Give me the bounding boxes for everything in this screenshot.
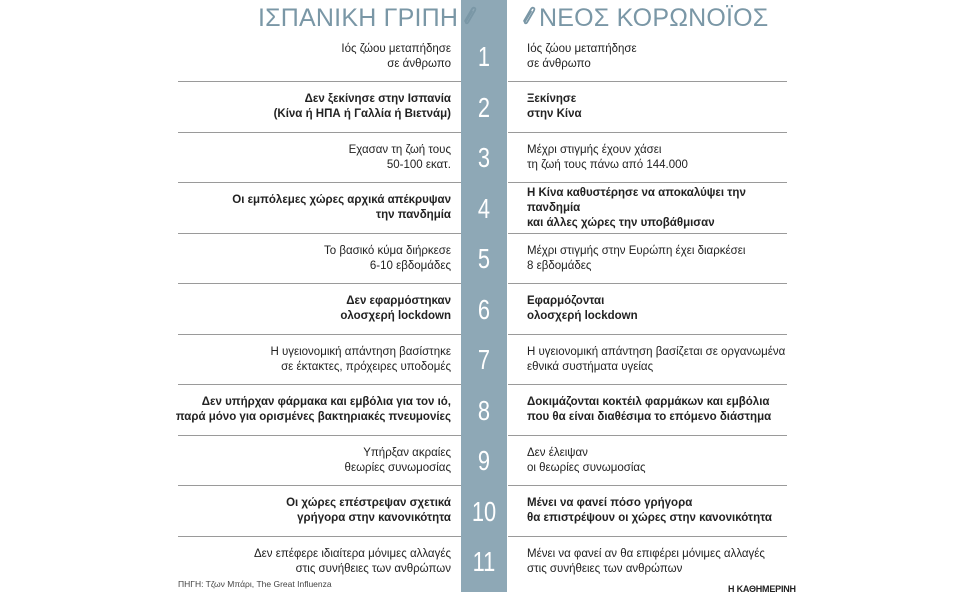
coronavirus-cell	[527, 436, 797, 485]
coronavirus-cell	[527, 83, 797, 132]
cell-line: 8 εβδομάδες	[527, 259, 592, 272]
paperclip-icon	[520, 4, 536, 33]
cell-line: 6-10 εβδομάδες	[369, 259, 451, 272]
row-number: 11	[472, 546, 496, 577]
cell-line: εθνικά συστήματα υγείας	[527, 360, 654, 373]
cell-line: Ιός ζώου μεταπήδησε	[527, 42, 637, 55]
spanish-flu-cell	[151, 32, 451, 81]
spanish-flu-cell	[151, 285, 451, 334]
cell-line: Δεν ξεκίνησε στην Ισπανία	[304, 93, 451, 105]
cell-line: θα επιστρέψουν οι χώρες στην κανονικότητα	[527, 512, 772, 524]
cell-line: 50-100 εκατ.	[386, 158, 451, 171]
cell-line: θεωρίες συνωμοσίας	[344, 461, 451, 474]
cell-line: Μένει να φανεί αν θα επιφέρει μόνιμες αλλαγές	[527, 547, 765, 560]
cell-line: Δοκιμάζονται κοκτέιλ φαρμάκων και εμβόλια	[527, 396, 770, 408]
spanish-flu-cell	[151, 83, 451, 132]
comparison-row	[178, 285, 787, 335]
cell-line: Μέχρι στιγμής έχουν χάσει	[527, 143, 662, 156]
cell-line: (Κίνα ή ΗΠΑ ή Γαλλία ή Βιετνάμ)	[273, 108, 451, 120]
cell-line: την πανδημία	[376, 209, 451, 221]
comparison-row	[178, 234, 787, 284]
cell-line: τη ζωή τους πάνω από 144.000	[527, 158, 688, 171]
row-number: 5	[477, 243, 491, 274]
row-number: 2	[477, 91, 491, 123]
coronavirus-cell	[527, 285, 797, 334]
coronavirus-cell	[527, 386, 797, 435]
cell-line: παρά μόνο για ορισμένες βακτηριακές πνευμονίες	[175, 411, 451, 423]
coronavirus-cell	[527, 335, 797, 384]
cell-line: ολοσχερή lockdown	[527, 310, 638, 322]
coronavirus-cell	[527, 184, 797, 233]
cell-line: στις συνήθειες των ανθρώπων	[527, 562, 683, 575]
left-column-title	[258, 4, 477, 33]
spanish-flu-cell	[151, 234, 451, 283]
cell-line: ολοσχερή lockdown	[340, 310, 451, 322]
cell-line: Μέχρι στιγμής στην Ευρώπη έχει διαρκέσει	[527, 244, 746, 257]
row-number: 1	[477, 41, 491, 72]
coronavirus-cell	[527, 32, 797, 81]
comparison-row	[178, 335, 787, 385]
row-number: 10	[471, 495, 497, 527]
coronavirus-cell	[527, 133, 797, 182]
cell-line: Εχασαν τη ζωή τους	[348, 143, 451, 156]
cell-line: σε άνθρωπο	[387, 57, 451, 70]
paperclip-icon	[461, 4, 477, 33]
spanish-flu-cell	[151, 133, 451, 182]
cell-line: Εφαρμόζονται	[527, 295, 605, 307]
cell-line: Οι εμπόλεμες χώρες αρχικά απέκρυψαν	[232, 194, 451, 206]
row-number: 6	[477, 293, 491, 325]
comparison-row	[178, 184, 787, 234]
cell-line: Δεν επέφερε ιδιαίτερα μόνιμες αλλαγές	[253, 547, 451, 560]
cell-line: που θα είναι διαθέσιμα το επόμενο διάστημα	[527, 411, 772, 423]
cell-line: σε άνθρωπο	[527, 57, 591, 70]
row-number: 9	[477, 445, 491, 476]
left-title-text: ΙΣΠΑΝΙΚΗ ΓΡΙΠΗ	[258, 4, 459, 32]
cell-line: Δεν έλειψαν	[527, 446, 588, 459]
coronavirus-cell	[527, 487, 797, 536]
comparison-row	[178, 32, 787, 82]
row-number: 7	[477, 344, 491, 375]
comparison-row	[178, 436, 787, 486]
cell-line: Υπήρξαν ακραίες	[363, 446, 451, 459]
spanish-flu-cell	[151, 436, 451, 485]
row-number: 4	[477, 192, 491, 224]
publisher-brand: Η ΚΑΘΗΜΕΡΙΝΗ	[728, 584, 796, 594]
comparison-row	[178, 133, 787, 183]
cell-line: Η Κίνα καθυστέρησε να αποκαλύψει την πανδημία	[527, 186, 746, 214]
cell-line: και άλλες χώρες την υποβάθμισαν	[527, 216, 715, 229]
cell-line: οι θεωρίες συνωμοσίας	[527, 461, 646, 474]
spanish-flu-cell	[151, 184, 451, 233]
cell-line: σε έκτακτες, πρόχειρες υποδομές	[281, 360, 451, 373]
cell-line: Οι χώρες επέστρεψαν σχετικά	[286, 497, 451, 509]
cell-line: Δεν εφαρμόστηκαν	[346, 295, 451, 307]
cell-line: Το βασικό κύμα διήρκεσε	[324, 244, 451, 257]
row-number: 8	[477, 394, 491, 426]
cell-line: Μένει να φανεί πόσο γρήγορα	[527, 497, 693, 509]
coronavirus-cell	[527, 234, 797, 283]
comparison-row	[178, 487, 787, 537]
cell-line: γρήγορα στην κανονικότητα	[297, 512, 451, 524]
row-number: 3	[477, 142, 491, 173]
cell-line: στις συνήθειες των ανθρώπων	[295, 562, 451, 575]
spanish-flu-cell	[151, 335, 451, 384]
cell-line: Ιός ζώου μεταπήδησε	[341, 42, 451, 55]
comparison-row	[178, 83, 787, 133]
cell-line: στην Κίνα	[527, 108, 582, 120]
cell-line: Ξεκίνησε	[527, 93, 577, 105]
spanish-flu-cell	[151, 487, 451, 536]
cell-line: Δεν υπήρχαν φάρμακα και εμβόλια για τον ιό,	[201, 396, 451, 408]
spanish-flu-cell	[151, 386, 451, 435]
right-title-text: ΝΕΟΣ ΚΟΡΩΝΟΪΟΣ	[539, 4, 769, 32]
coronavirus-cell	[527, 537, 797, 586]
source-note: ΠΗΓΗ: Τζων Μπάρι, The Great Influenza	[178, 579, 332, 589]
cell-line: Η υγειονομική απάντηση βασίζεται σε οργανωμένα	[527, 345, 786, 358]
right-column-title	[520, 4, 768, 33]
cell-line: Η υγειονομική απάντηση βασίστηκε	[270, 345, 451, 358]
comparison-row	[175, 386, 787, 436]
